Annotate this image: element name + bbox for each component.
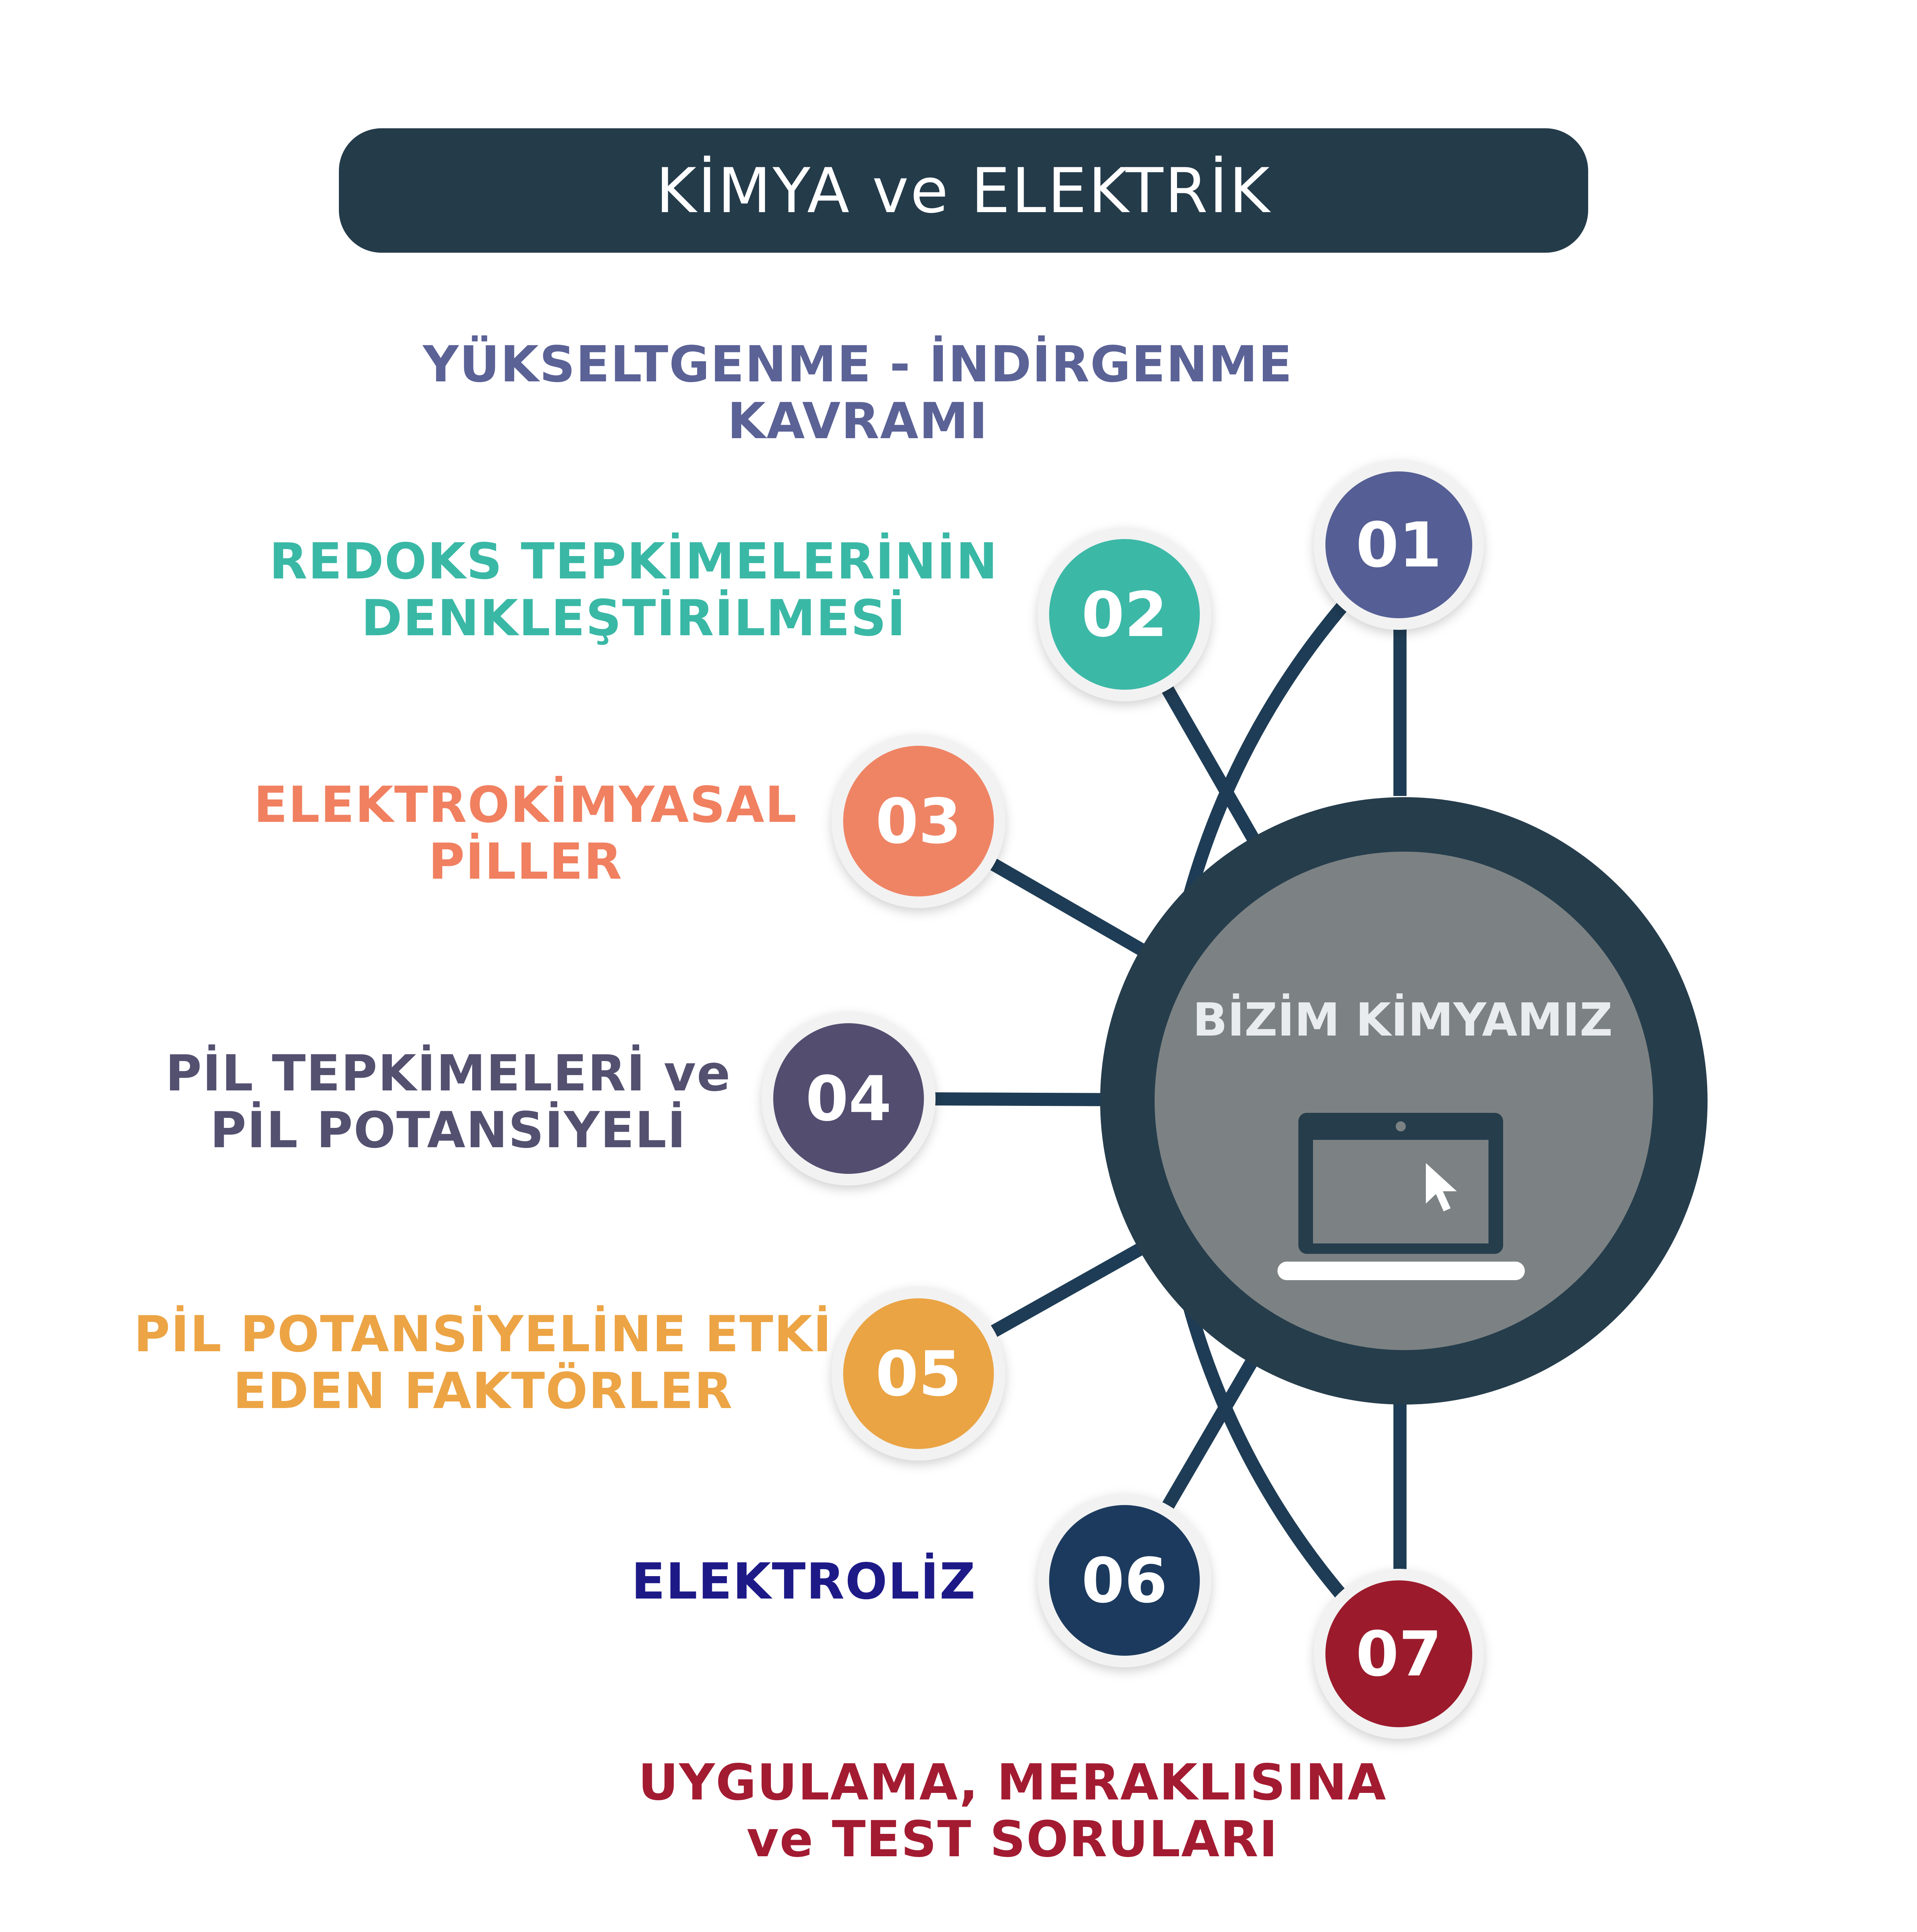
node-number: 07	[1356, 1618, 1442, 1690]
topic-label-04	[0, 1045, 951, 1159]
node-number: 06	[1081, 1544, 1168, 1617]
topic-label-03	[23, 777, 1028, 890]
topic-label-06	[301, 1553, 1306, 1610]
topic-label-05	[0, 1306, 985, 1420]
page-title: KİMYA ve ELEKTRİK	[656, 154, 1271, 227]
topic-07-line2: ve TEST SORULARI	[747, 1811, 1278, 1869]
topic-02-line1: REDOKS TEPKİMELERİNİN	[269, 533, 998, 590]
topic-04-line2: PİL POTANSİYELİ	[210, 1102, 687, 1160]
topic-06-line1: ELEKTROLİZ	[631, 1553, 976, 1611]
node-number: 05	[875, 1338, 962, 1410]
node-number: 01	[1356, 509, 1442, 581]
topic-05-line1: PİL POTANSİYELİNE ETKİ	[134, 1306, 832, 1363]
topic-node-07	[1314, 1569, 1484, 1739]
hub-label: BİZİM KİMYAMIZ	[1192, 993, 1613, 1046]
topic-01-line2: KAVRAMI	[727, 393, 988, 451]
topic-07-line1: UYGULAMA, MERAKLISINA	[638, 1754, 1387, 1811]
topic-label-02	[131, 533, 1136, 647]
topic-03-line2: PİLLER	[428, 833, 623, 891]
topic-05-line2: EDEN FAKTÖRLER	[233, 1362, 733, 1420]
topic-04-line1: PİL TEPKİMELERİ ve	[165, 1045, 731, 1102]
topic-label-01	[356, 336, 1360, 450]
topic-node-01	[1314, 460, 1484, 630]
topic-label-07	[510, 1754, 1515, 1868]
node-number: 03	[875, 785, 962, 857]
node-number: 04	[805, 1063, 892, 1135]
topic-03-line1: ELEKTROKİMYASAL	[253, 776, 798, 834]
topic-01-line1: YÜKSELTGENME - İNDİRGENME	[423, 336, 1293, 393]
topic-02-line2: DENKLEŞTİRİLMESİ	[361, 590, 907, 648]
node-number: 02	[1081, 578, 1168, 651]
